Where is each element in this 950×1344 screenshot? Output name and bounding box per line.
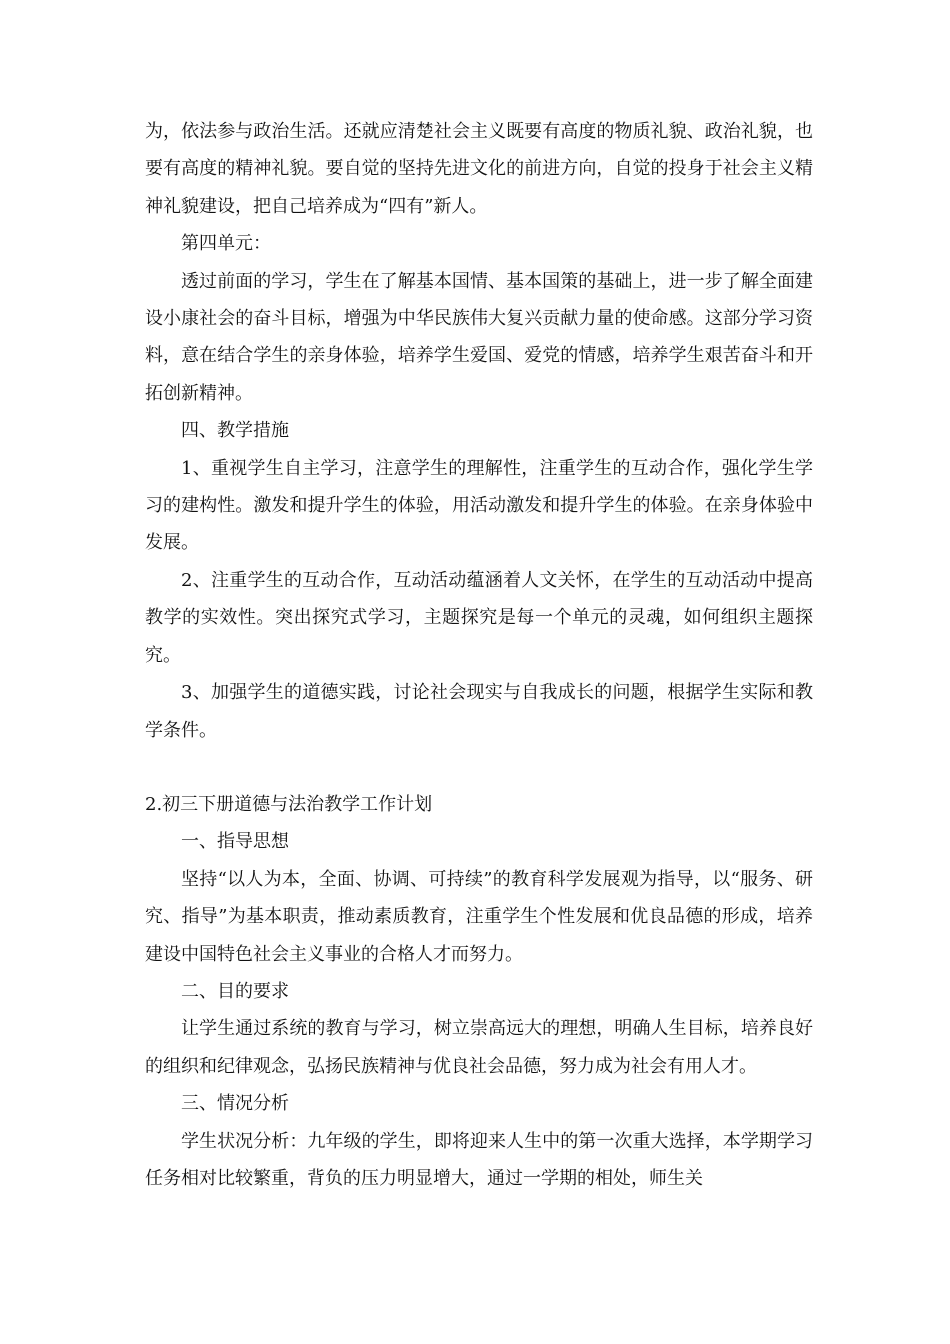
- paragraph-measure-2: 2、注重学生的互动合作，互动活动蕴涵着人文关怀，在学生的互动活动中提高教学的实效性。突出探究式学习，主题探究是每一个单元的灵魂，如何组织主题探究。: [145, 569, 813, 666]
- heading-situation-analysis: 三、情况分析: [181, 1093, 289, 1115]
- heading-goals: 二、目的要求: [181, 980, 289, 1002]
- paragraph-measure-3: 3、加强学生的道德实践，讨论社会现实与自我成长的问题，根据学生实际和教学条件。: [145, 682, 813, 741]
- section-gap: [145, 749, 813, 786]
- paragraph-measure-1: 1、重视学生自主学习，注意学生的理解性，注重学生的互动合作，强化学生学习的建构性。激发和提升学生的体验，用活动激发和提升学生的体验。在亲身体验中发展。: [145, 457, 813, 554]
- heading-guiding-ideology: 一、指导思想: [181, 831, 289, 853]
- paragraph-situation-analysis: 学生状况分析：九年级的学生，即将迎来人生中的第一次重大选择，本学期学习任务相对比较繁重，背负的压力明显增大，通过一学期的相处，师生关: [145, 1130, 813, 1189]
- heading-teaching-measures: 四、教学措施: [181, 420, 289, 442]
- heading-unit-four: 第四单元：: [181, 233, 271, 255]
- section-title: 2.初三下册道德与法治教学工作计划: [145, 793, 433, 815]
- paragraph-goals: 让学生通过系统的教育与学习，树立崇高远大的理想，明确人生目标，培养良好的组织和纪律观念，弘扬民族精神与优良社会品德，努力成为社会有用人才。: [145, 1018, 813, 1077]
- document-page: [145, 113, 813, 1197]
- paragraph-guiding-ideology: 坚持“以人为本，全面、协调、可持续”的教育科学发展观为指导，以“服务、研究、指导”为基本职责，推动素质教育，注重学生个性发展和优良品德的形成，培养建设中国特色社会主义事业的合格人才而努力。: [145, 868, 813, 965]
- paragraph-continued: 为，依法参与政治生活。还就应清楚社会主义既要有高度的物质礼貌、政治礼貌，也要有高度的精神礼貌。要自觉的坚持先进文化的前进方向，自觉的投身于社会主义精神礼貌建设，把自己培养成为“四有”新人。: [145, 121, 813, 217]
- paragraph-unit-four: 透过前面的学习，学生在了解基本国情、基本国策的基础上，进一步了解全面建设小康社会的奋斗目标，增强为中华民族伟大复兴贡献力量的使命感。这部分学习资料，意在结合学生的亲身体验，培养学生爱国、爱党的情感，培养学生艰苦奋斗和开拓创新精神。: [145, 270, 813, 404]
